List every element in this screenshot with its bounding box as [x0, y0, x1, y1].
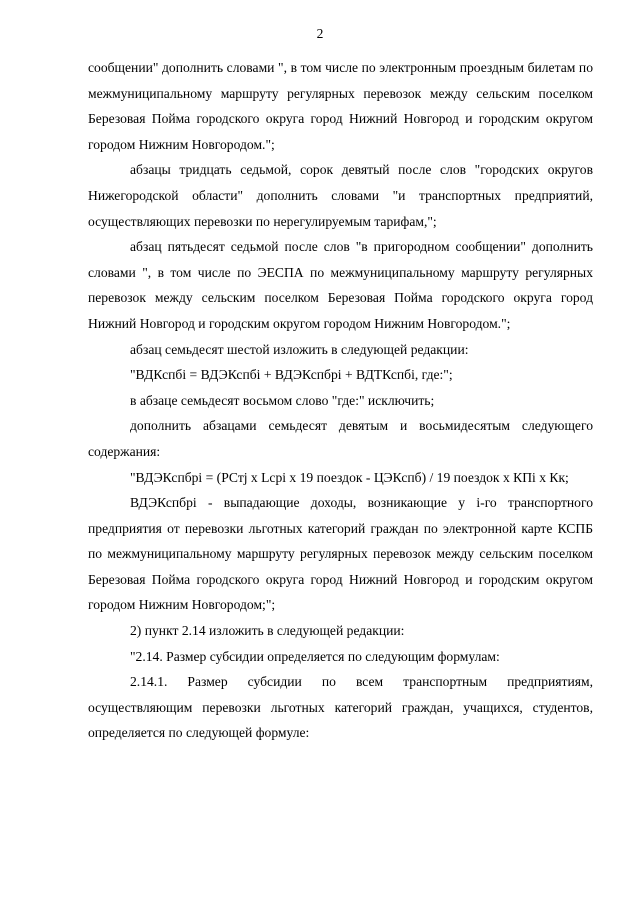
paragraph: абзацы тридцать седьмой, сорок девятый после слов "городских округов Нижегородской области" дополнить словами "и транспортных предприятий, осуществляющих перевозки по нерегулируемым тарифам,"; — [88, 162, 593, 229]
paragraph: 2.14.1. Размер субсидии по всем транспортным предприятиям, осуществляющим перевозки льготных категорий граждан, учащихся, студентов, определяется по следующей формуле: — [88, 674, 593, 741]
paragraph: "ВДЭКспбpi = (РСтj x Lcpi x 19 поездок - ЦЭКспб) / 19 поездок x КПi x Кк; — [130, 469, 569, 485]
page-number: 2 — [316, 26, 324, 41]
paragraph: сообщении" дополнить словами ", в том числе по электронным проездным билетам по межмуниципальному маршруту регулярных перевозок между сельским поселком Березовая Пойма городского округа город Нижний Новгород и городским округом городом Нижним Новгородом."; — [88, 60, 593, 152]
paragraph: 2) пункт 2.14 изложить в следующей редакции: — [130, 623, 405, 639]
paragraph: "2.14. Размер субсидии определяется по следующим формулам: — [130, 648, 500, 664]
paragraph: "ВДКспбi = ВДЭКспбi + ВДЭКспбpi + ВДТКспбi, где:"; — [130, 367, 453, 383]
paragraph: в абзаце семьдесят восьмом слово "где:" исключить; — [130, 392, 435, 408]
paragraph: ВДЭКспбpi - выпадающие доходы, возникающие у i-го транспортного предприятия от перевозки льготных категорий граждан по электронной карте КСПБ по межмуниципальному маршруту регулярных перевозок между сельским поселком Березовая Пойма городского округа город Нижний Новгород и городским округом городом Нижним Новгородом;"; — [88, 495, 593, 613]
paragraph: абзац семьдесят шестой изложить в следующей редакции: — [130, 341, 469, 357]
paragraph: абзац пятьдесят седьмой после слов "в пригородном сообщении" дополнить словами ", в том числе по ЭЕСПА по межмуниципальному маршруту регулярных перевозок между сельским поселком Березовая Пойма городского округа город Нижний Новгород и городским округом городом Нижним Новгородом."; — [88, 239, 593, 331]
paragraph: дополнить абзацами семьдесят девятым и восьмидесятым следующего содержания: — [88, 418, 593, 459]
document-body — [88, 55, 593, 746]
